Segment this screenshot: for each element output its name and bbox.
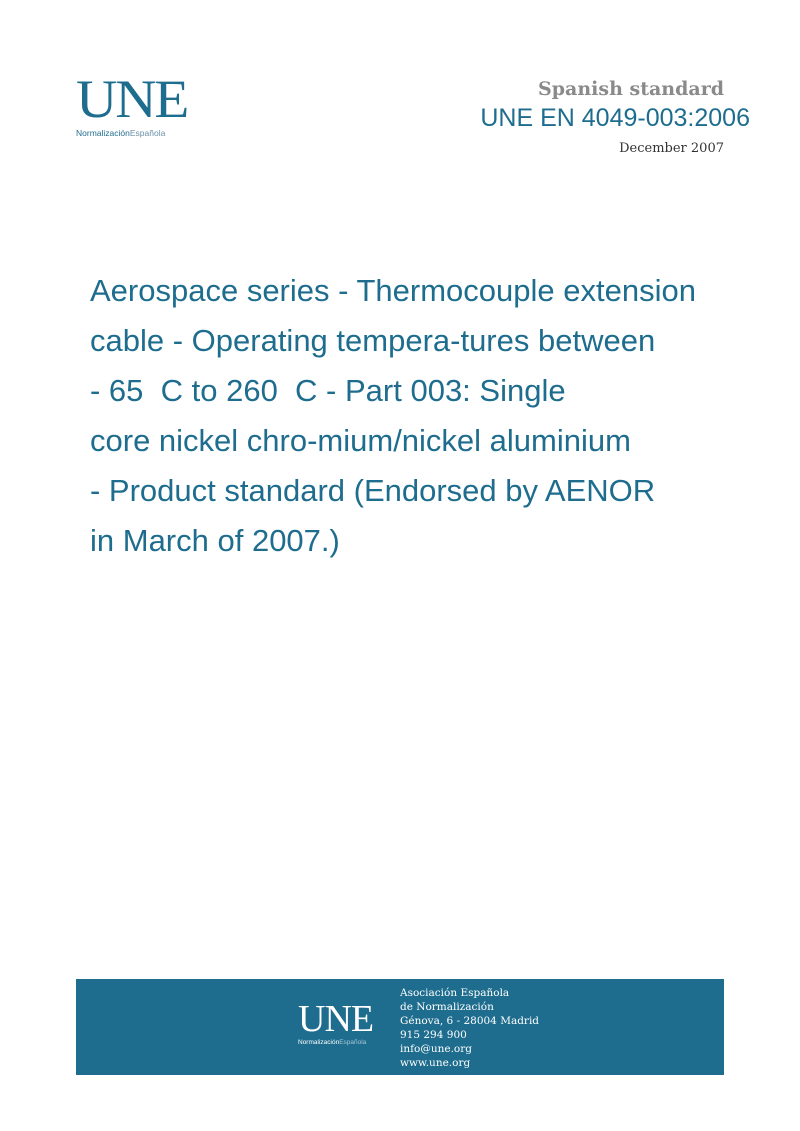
standard-code: UNE EN 4049-003:2006: [480, 104, 750, 132]
address-line-org: Asociación Española: [400, 987, 510, 999]
publication-date: December 2007: [619, 141, 724, 156]
footer-logo-wordmark: UNE: [298, 998, 374, 1040]
title-line: - Product standard (Endorsed by AENOR: [90, 473, 656, 508]
title-line: Aerospace series - Thermocouple extension: [90, 273, 696, 308]
address-line-website[interactable]: www.une.org: [400, 1057, 471, 1069]
footer-banner: [76, 979, 724, 1075]
address-line-email[interactable]: info@une.org: [400, 1043, 472, 1055]
title-line: - 65 C to 260 C - Part 003: Single: [90, 373, 566, 408]
une-logo-subtitle: [76, 128, 196, 138]
footer-logo-subtitle: [298, 1039, 373, 1046]
document-title: [90, 266, 740, 566]
une-logo-wordmark: UNE: [76, 69, 188, 129]
standard-type-label: Spanish standard: [538, 78, 724, 100]
logo-sub-part-2: Española: [129, 128, 166, 138]
address-line-phone: 915 294 900: [400, 1029, 467, 1041]
title-line: cable - Operating tempera-tures between: [90, 323, 656, 358]
address-line-street: Génova, 6 - 28004 Madrid: [400, 1015, 540, 1027]
une-logo: [76, 69, 196, 138]
standard-header: [454, 78, 750, 156]
footer-address: [400, 986, 539, 1070]
footer-logo-sub-part-2: Española: [339, 1039, 367, 1046]
footer-une-logo: [298, 998, 374, 1046]
address-line-org-2: de Normalización: [400, 1001, 494, 1013]
title-line: core nickel chro-mium/nickel aluminium: [90, 423, 631, 458]
footer-logo-sub-part-1: Normalización: [298, 1039, 340, 1046]
logo-sub-part-1: Normalización: [76, 128, 130, 138]
title-line: in March of 2007.): [90, 523, 340, 558]
